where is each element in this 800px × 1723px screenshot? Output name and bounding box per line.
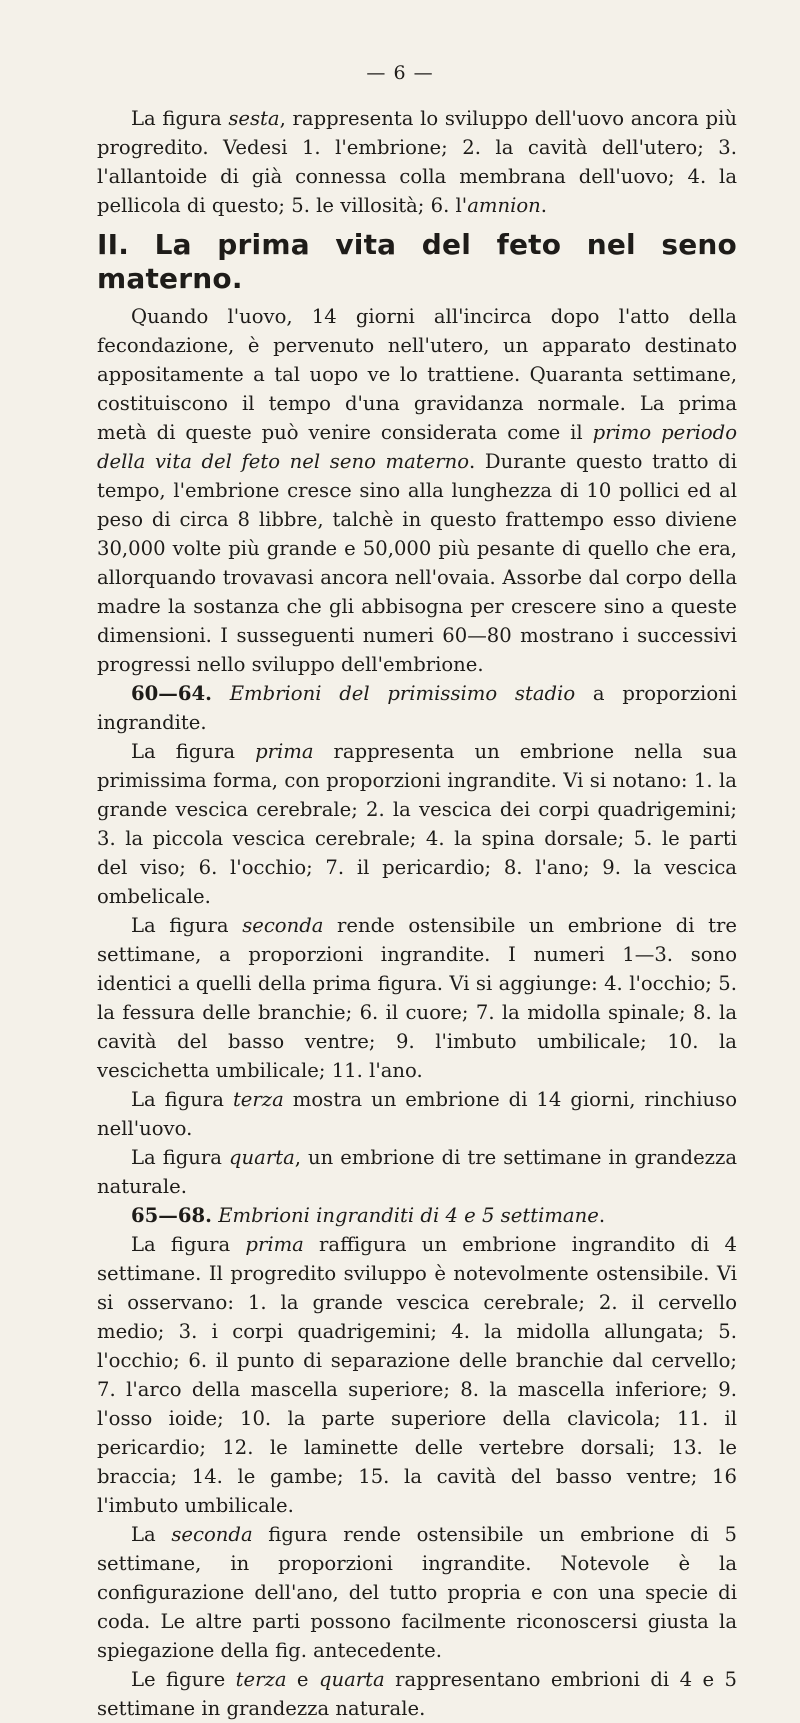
text-run: rappresenta un embrione nella sua primissima forma, con proporzioni ingrandite. Vi si notano: 1. la grande vescica cerebrale; 2. la vescica dei corpi quadrigemini; 3. la piccola vescica cerebrale; 4. la spina dorsale; 5. le parti del viso; 6. l'occhio; 7. il pericardio; 8. l'ano; 9. la vescica ombelicale. [97,740,737,908]
italic-run: terza [235,1668,287,1691]
figure-caption-65-68 [97,1201,737,1230]
italic-run: seconda [171,1523,253,1546]
figure-description [97,1143,737,1201]
text-run: La figura [131,740,256,763]
text-run: Le figure [131,1668,236,1691]
text-run: La figura [131,107,229,130]
text-run: La [131,1523,172,1546]
text-run: e [286,1668,319,1691]
intro-paragraph [97,104,737,220]
text-run: mostra un embrione di 14 giorni, rinchiuso nell'uovo. [97,1088,737,1140]
italic-run: amnion [467,194,541,217]
page-number: — 6 — [366,62,434,84]
italic-run: seconda [242,914,324,937]
text-run: figura rende ostensibile un embrione di 5 settimane, in proporzioni ingrandite. Notevole è la configurazione dell'ano, del tutto propria e con una specie di coda. Le altre parti possono facilmente riconoscersi giusta la spiegazione della fig. antecedente. [97,1523,738,1662]
text-run: rende ostensibile un embrione di tre settimane, a proporzioni ingrandite. I numeri 1—3. sono identici a quelli della prima figura. Vi si aggiunge: 4. l'occhio; 5. la fessura delle branchie; 6. il cuore; 7. la midolla spinale; 8. la cavità del basso ventre; 9. l'imbuto umbilicale; 10. la vescichetta umbilicale; 11. l'ano. [97,914,737,1082]
italic-run: quarta [318,1668,385,1691]
text-run: . [598,1204,606,1227]
text-run: raffigura un embrione ingrandito di 4 settimane. Il progredito sviluppo è notevolmente ostensibile. Vi si osservano: 1. la grande vescica cerebrale; 2. il cervello medio; 3. i corpi quadrigemini; 4. la midolla allungata; 5. l'occhio; 6. il punto di separazione delle branchie dal cervello; 7. l'arco della mascella superiore; 8. la mascella inferiore; 9. l'osso ioide; 10. la parte superiore della clavicola; 11. il pericardio; 12. le laminette delle vertebre dorsali; 13. le braccia; 14. le gambe; 15. la cavità del basso ventre; 16 l'imbuto umbilicale. [97,1233,738,1517]
section-heading: II. La prima vita del feto nel seno materno. [97,228,737,295]
italic-run: prima [255,740,314,763]
text-run: La figura [131,914,243,937]
page-body [97,104,737,1723]
italic-run: prima [245,1233,304,1256]
figure-description [97,1085,737,1143]
text-run: La figura [131,1146,229,1169]
figure-description [97,1230,737,1520]
figure-number: 65—68. [131,1204,212,1227]
text-run: , rappresenta lo sviluppo dell'uovo ancora più progredito. Vedesi 1. l'embrione; 2. la cavità dell'utero; 3. l'allantoide di già connessa colla membrana dell'uovo; 4. la pellicola di questo; 5. le villosità; 6. l' [97,107,737,217]
figure-number: 60—64. [131,682,212,705]
figure-description [97,737,737,911]
figure-title: Embrioni ingranditi di 4 e 5 settimane [218,1204,599,1227]
italic-run: sesta [228,107,280,130]
text-run: La figura [131,1088,233,1111]
text-run: rappresentano embrioni di 4 e 5 settimane in grandezza naturale. [97,1668,737,1720]
figure-description [97,911,737,1085]
text-run: Quando l'uovo, 14 giorni all'incirca dopo l'atto della fecondazione, è pervenuto nell'utero, un apparato destinato appositamente a tal uopo ve lo trattiene. Quaranta settimane, costituiscono il tempo d'una gravidanza normale. La prima metà di queste può venire considerata come il [97,305,737,444]
italic-run: terza [232,1088,284,1111]
italic-run: primo periodo della vita del feto nel seno materno [97,421,737,473]
figure-description [97,1665,737,1723]
figure-title: Embrioni del primissimo stadio [229,682,576,705]
main-paragraph [97,302,737,679]
text-run: a proporzioni ingrandite. [97,682,737,734]
text-run: . Durante questo tratto di tempo, l'embrione cresce sino alla lunghezza di 10 pollici ed al peso di circa 8 libbre, talchè in questo frattempo esso diviene 30,000 volte più grande e 50,000 più pesante di quello che era, allorquando trovavasi ancora nell'ovaia. Assorbe dal corpo della madre la sostanza che gli abbisogna per crescere sino a queste dimensioni. I susseguenti numeri 60—80 mostrano i successivi progressi nello sviluppo dell'embrione. [97,450,737,676]
text-run: . [540,194,548,217]
figure-caption-60-64 [97,679,737,737]
text-run: La figura [131,1233,246,1256]
italic-run: quarta [229,1146,295,1169]
text-run: , un embrione di tre settimane in grandezza naturale. [97,1146,737,1198]
figure-description [97,1520,737,1665]
